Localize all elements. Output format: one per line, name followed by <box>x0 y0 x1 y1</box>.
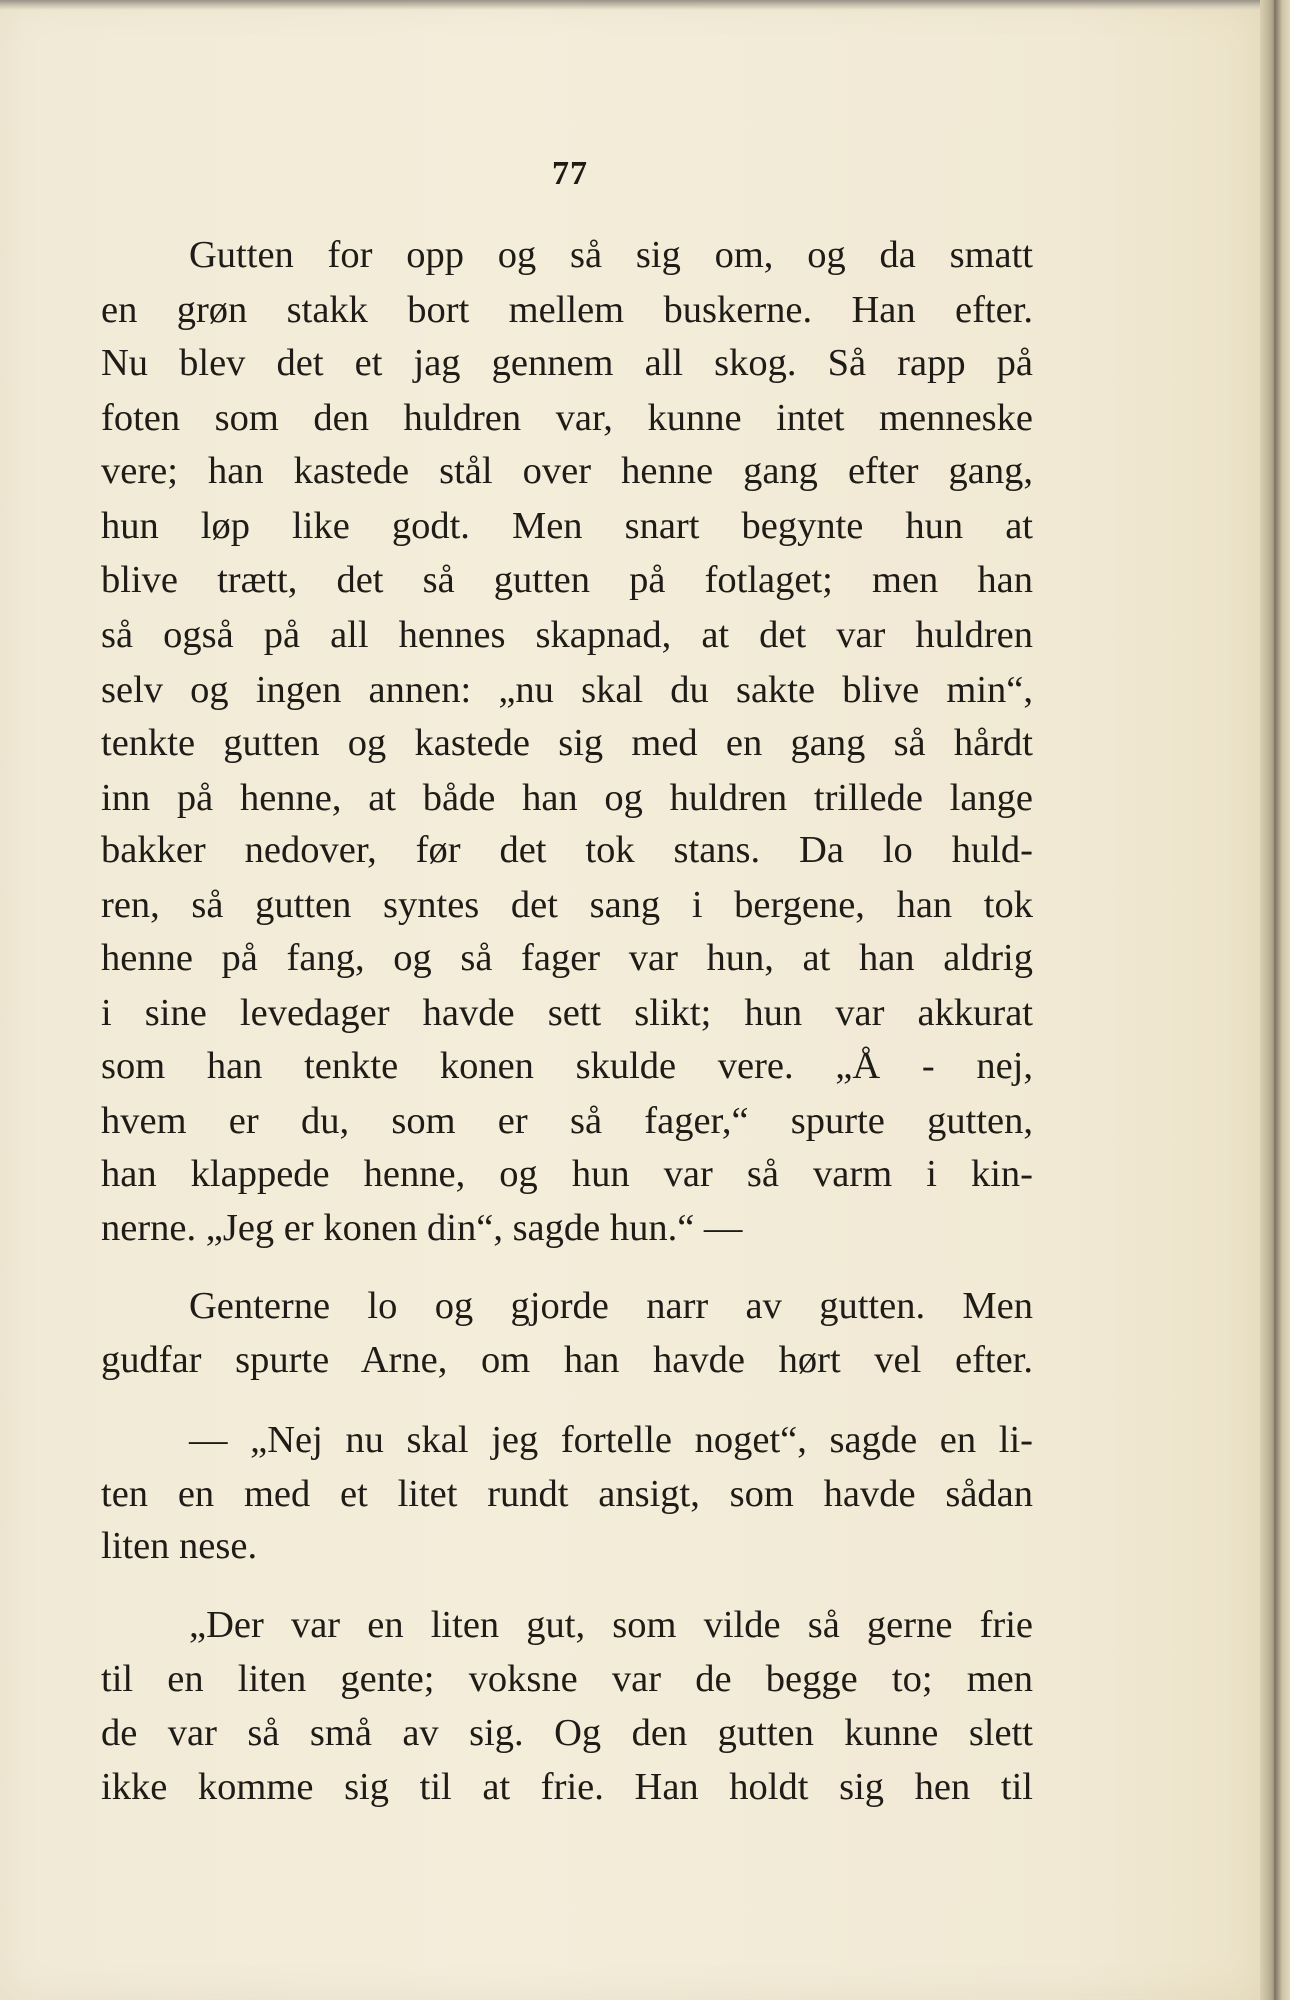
text-line: Gutten for opp og så sig om, og da smatt <box>189 234 1033 276</box>
text-line: blive trætt, det så gutten på fotlaget; men han <box>101 559 1033 601</box>
page-top-edge <box>0 0 1290 10</box>
text-line: „Der var en liten gut, som vilde så gerne frie <box>189 1604 1033 1646</box>
text-line: henne på fang, og så fager var hun, at han aldrig <box>101 937 1033 979</box>
text-line: ren, så gutten syntes det sang i bergene, han tok <box>101 884 1033 926</box>
text-line: de var så små av sig. Og den gutten kunne slett <box>101 1712 1033 1754</box>
text-line: ikke komme sig til at frie. Han holdt sig hen til <box>101 1766 1033 1808</box>
text-line: i sine levedager havde sett slikt; hun var akkurat <box>101 992 1033 1034</box>
text-line: inn på henne, at både han og huldren trillede lange <box>101 777 1033 819</box>
text-line: Nu blev det et jag gennem all skog. Så rapp på <box>101 342 1033 384</box>
text-line: — „Nej nu skal jeg fortelle noget“, sagde en li- <box>189 1419 1033 1461</box>
text-line: hvem er du, som er så fager,“ spurte gutten, <box>101 1100 1033 1142</box>
text-line: gudfar spurte Arne, om han havde hørt vel efter. <box>101 1339 1033 1381</box>
text-line: han klappede henne, og hun var så varm i kin- <box>101 1153 1033 1195</box>
text-line: som han tenkte konen skulde vere. „Å - nej, <box>101 1045 1033 1087</box>
text-line: liten nese. <box>101 1525 258 1567</box>
text-line: tenkte gutten og kastede sig med en gang så hårdt <box>101 722 1033 764</box>
page-number: 77 <box>552 155 588 192</box>
text-line: vere; han kastede stål over henne gang efter gang, <box>101 450 1033 492</box>
text-line: bakker nedover, før det tok stans. Da lo huld- <box>101 829 1033 871</box>
spine-fold-line <box>1274 0 1276 2000</box>
text-line: nerne. „Jeg er konen din“, sagde hun.“ — <box>101 1207 743 1249</box>
text-line: Genterne lo og gjorde narr av gutten. Men <box>189 1285 1033 1327</box>
text-line: hun løp like godt. Men snart begynte hun at <box>101 505 1033 547</box>
text-line: foten som den huldren var, kunne intet menneske <box>101 397 1033 439</box>
text-line: ten en med et litet rundt ansigt, som havde sådan <box>101 1473 1033 1515</box>
text-line: til en liten gente; voksne var de begge to; men <box>101 1658 1033 1700</box>
text-line: selv og ingen annen: „nu skal du sakte blive min“, <box>101 669 1033 711</box>
text-line: en grøn stakk bort mellem buskerne. Han efter. <box>101 289 1033 331</box>
text-line: så også på all hennes skapnad, at det var huldren <box>101 614 1033 656</box>
